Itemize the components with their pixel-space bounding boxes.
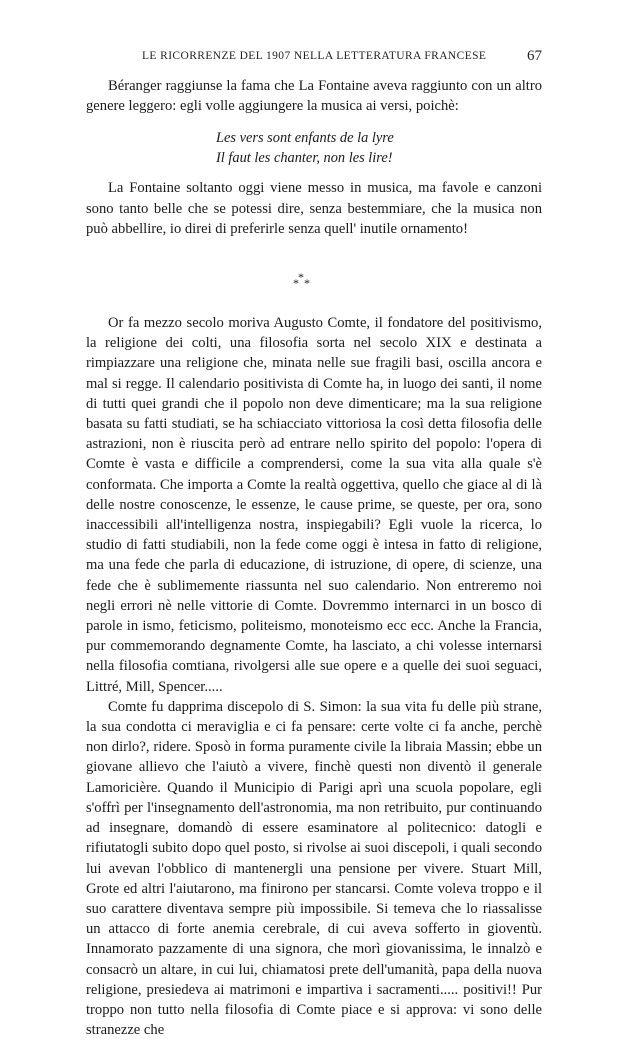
paragraph-la-fontaine: La Fontaine soltanto oggi viene messo in musica, ma favole e canzoni sono tanto belle che se potessi dire, senza bestemmiare, che la musica non può abbellire, io direi di preferirle senza quell' inutile ornamento! bbox=[86, 180, 542, 237]
paragraph-beranger: Béranger raggiunse la fama che La Fontaine aveva raggiunto con un altro genere leggero: egli volle aggiungere la musica ai versi, poichè: bbox=[86, 78, 542, 115]
paragraph-comte-life: Comte fu dapprima discepolo di S. Simon: la sua vita fu delle più strane, la sua condotta ci meraviglia e ci fa pensare: certe volte ci fa anche, perchè non dirlo?, ridere. Sposò in forma puramente civile la libraia Massin; ebbe un giovane allievo che l'aiutò a vivere, finchè questi non diventò il generale Lamoricière. Quando il Municipio di Parigi aprì una scuola popolare, egli s'offrì per l'insegnamento dell'astronomia, ma non retribuito, pur continuando ad insegnare, domandò di essere esaminatore al politecnico: datogli e rifiutatogli subito dopo quel posto, si rivolse ai suoi discepoli, i quali secondo lui avevan l'obblico di mantenergli una pensione per vivere. Stuart Mill, Grote ed altri l'aiutarono, ma finirono per stancarsi. Comte voleva troppo e il suo carattere diventava sempre più impossibile. Si temeva che lo riassalisse un attacco di forte anemia cerebrale, di cui aveva sofferto in gioventù. Innamorato pazzamente di una signora, che morì giovanissima, le innalzò e consacrò un altare, in cui lui, chiamatosi prete dell'umanità, papa della nuova religione, presiedeva ai matrimoni e impartiva i sacramenti..... positivi!! Pur troppo non tutto nella filosofia di Comte piace e si approva: vi sono delle stranezze che bbox=[86, 698, 542, 1039]
verse-line-2: Il faut les chanter, non les lire! bbox=[216, 150, 393, 167]
asterism-divider bbox=[86, 247, 542, 303]
verse-quote bbox=[216, 128, 542, 168]
running-title: LE RICORRENZE DEL 1907 NELLA LETTERATURA FRANCESE bbox=[142, 50, 487, 62]
asterism-star-right: * bbox=[304, 276, 310, 291]
paragraph-comte-intro: Or fa mezzo secolo moriva Augusto Comte, il fondatore del positivismo, la religione dei colti, una filosofia sorta nel secolo XIX e destinata a rimpiazzare una religione che, minata nelle sue fragili basi, oscilla ancora e mal si regge. Il calendario positivista di Comte ha, in luogo dei santi, il nome di tutti quei grandi che il popolo non deve dimenticare; ma la sua religione basata su fatti studiati, se ha schiacciato vittoriosa la così detta filosofia delle astrazioni, non è riuscita però ad entrare nello spirito del popolo: l'opera di Comte è vasta e difficile a comprendersi, come la sua vita alla quale s'è conformata. Che importa a Comte la realtà oggettiva, quello che giace al di là delle nostre conoscenze, le essenze, le cause prime, se queste, per ora, sono inaccessibili all'intelligenza nostra, inspiegabili? Egli vuole la ricerca, lo studio di fatti studiabili, non la fede come oggi è intesa in fatto di religione, ma una fede che parla di educazione, di istruzione, di opere, di scienze, una fede che è sublimemente riassunta nel suo calendario. Non entreremo noi negli errori nè nelle vittorie di Comte. Dovremmo internarci in un bosco di parole in ismo, feticismo, politeismo, monoteismo ecc ecc. Anche la Francia, pur commemorando degnamente Comte, ha lasciato, a chi volesse internarsi nella filosofia comtiana, rivolgersi alle sue opere e a quelle dei suoi seguaci, Littré, Mill, Spencer..... bbox=[86, 315, 542, 695]
page-body bbox=[86, 76, 542, 1040]
page-header bbox=[86, 48, 542, 68]
verse-line-1: Les vers sont enfants de la lyre bbox=[216, 130, 394, 147]
page-number: 67 bbox=[527, 48, 542, 64]
asterism-star-top: * bbox=[298, 270, 304, 285]
asterism-star-left: * bbox=[293, 276, 299, 291]
